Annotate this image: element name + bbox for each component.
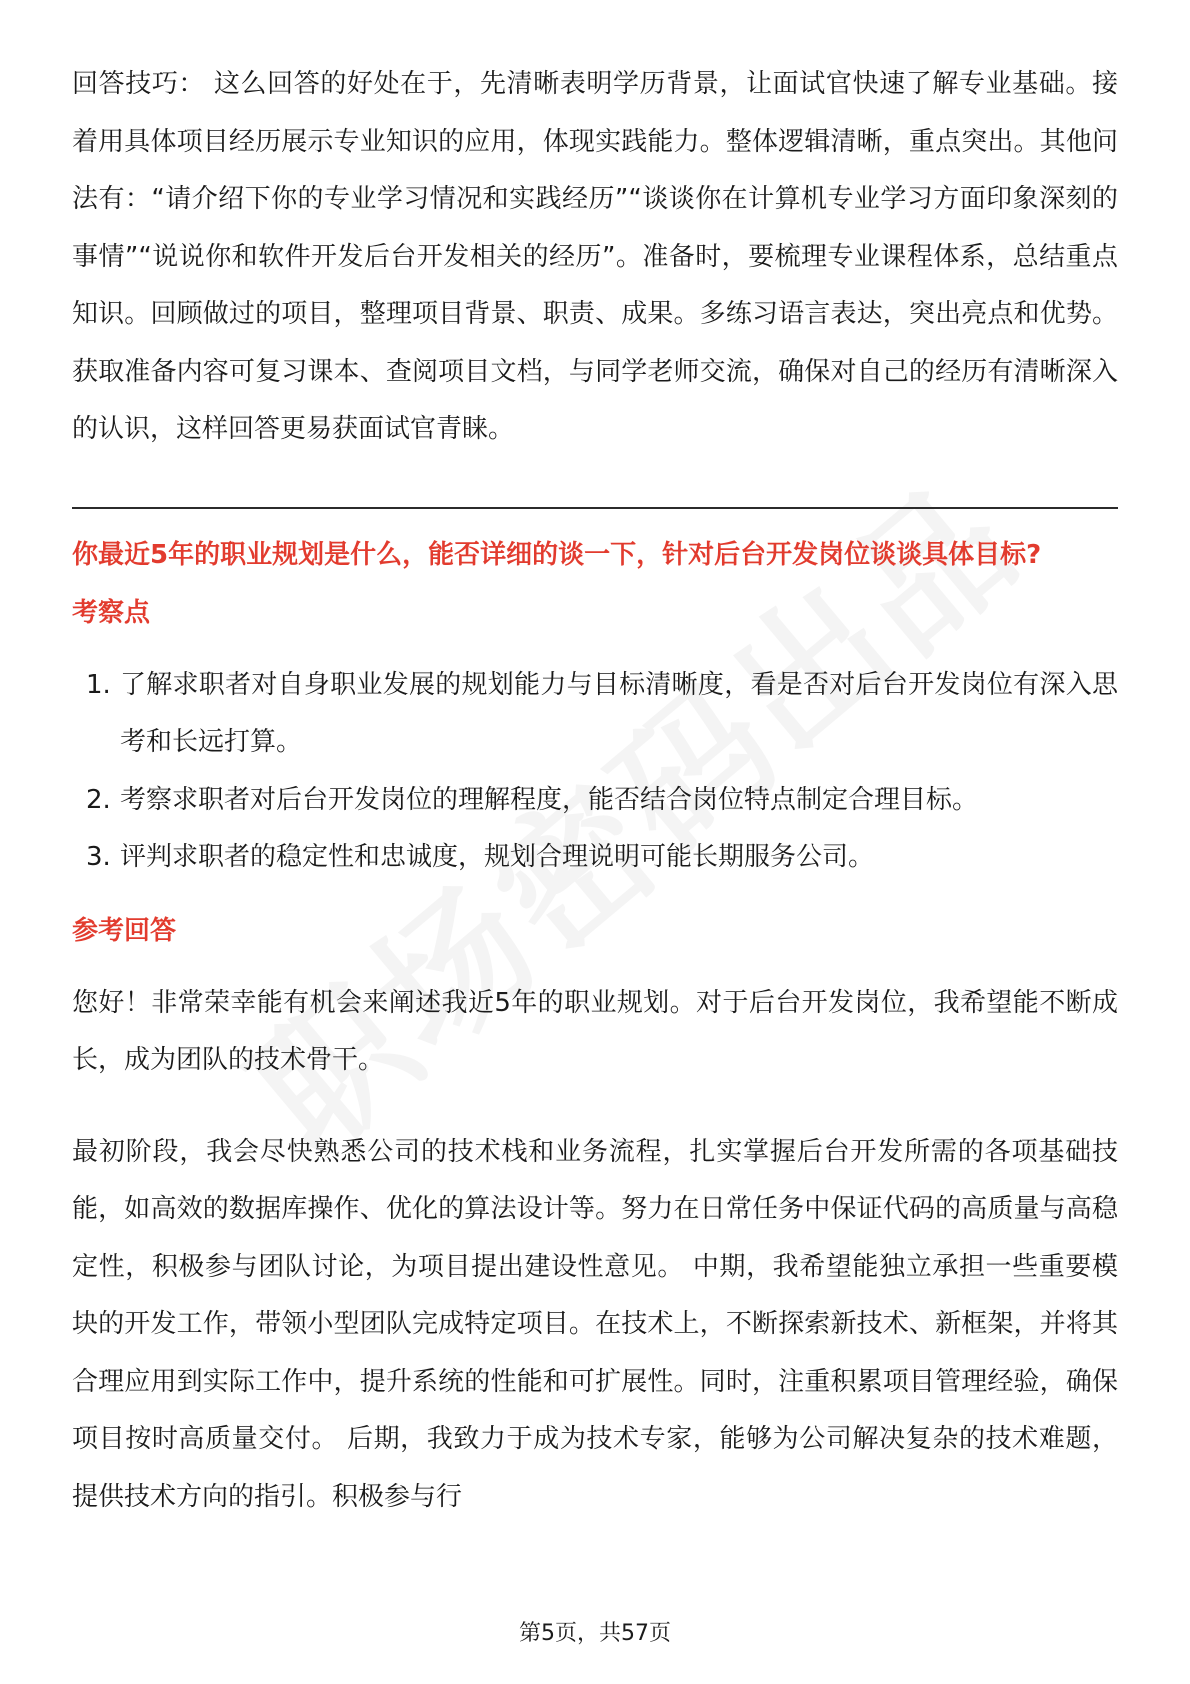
assessment-list xyxy=(72,657,1118,887)
list-item xyxy=(72,657,1118,772)
answer-tips-paragraph: 回答技巧： 这么回答的好处在于，先清晰表明学历背景，让面试官快速了解专业基础。接着用具体项目经历展示专业知识的应用，体现实践能力。整体逻辑清晰，重点突出。其他问法有：“请介绍下你的专业学习情况和实践经历”“谈谈你在计算机专业学习方面印象深刻的事情”“说说你和软件开发后台开发相关的经历”。准备时，要梳理专业课程体系，总结重点知识。回顾做过的项目，整理项目背景、职责、成果。多练习语言表达，突出亮点和优势。获取准备内容可复习课本、查阅项目文档，与同学老师交流，确保对自己的经历有清晰深入的认识，这样回答更易获面试官青睐。 xyxy=(72,69,1118,444)
reference-answer-heading: 参考回答 xyxy=(72,915,177,946)
list-item-text: 考察求职者对后台开发岗位的理解程度，能否结合岗位特点制定合理目标。 xyxy=(120,784,979,815)
document-page xyxy=(72,56,1118,1526)
answer-paragraph: 最初阶段，我会尽快熟悉公司的技术栈和业务流程，扎实掌握后台开发所需的各项基础技能，如高效的数据库操作、优化的算法设计等。努力在日常任务中保证代码的高质量与高稳定性，积极参与团队讨论，为项目提出建设性意见。 中期，我希望能独立承担一些重要模块的开发工作，带领小型团队完成特定项目。在技术上，不断探索新技术、新框架，并将其合理应用到实际工作中，提升系统的性能和可扩展性。同时，注重积累项目管理经验，确保项目按时高质量交付。 后期，我致力于成为技术专家，能够为公司解决复杂的技术难题，提供技术方向的指引。积极参与行 xyxy=(72,1136,1118,1512)
list-item-text: 了解求职者对自身职业发展的规划能力与目标清晰度，看是否对后台开发岗位有深入思考和长远打算。 xyxy=(120,669,1118,757)
list-item xyxy=(72,829,1118,887)
list-item-number: 1. xyxy=(86,669,111,700)
list-item-number: 3. xyxy=(86,842,111,872)
assessment-heading: 考察点 xyxy=(72,597,151,628)
section-divider xyxy=(72,507,1118,509)
list-item xyxy=(72,772,1118,830)
list-item-text: 评判求职者的稳定性和忠诚度，规划合理说明可能长期服务公司。 xyxy=(120,842,875,872)
list-item-number: 2. xyxy=(86,784,111,815)
answer-paragraph: 您好！非常荣幸能有机会来阐述我近5年的职业规划。对于后台开发岗位，我希望能不断成长，成为团队的技术骨干。 xyxy=(72,987,1118,1075)
interview-question: 你最近5年的职业规划是什么，能否详细的谈一下，针对后台开发岗位谈谈具体目标? xyxy=(72,539,1042,570)
page-footer: 第5页，共57页 xyxy=(519,1621,671,1646)
